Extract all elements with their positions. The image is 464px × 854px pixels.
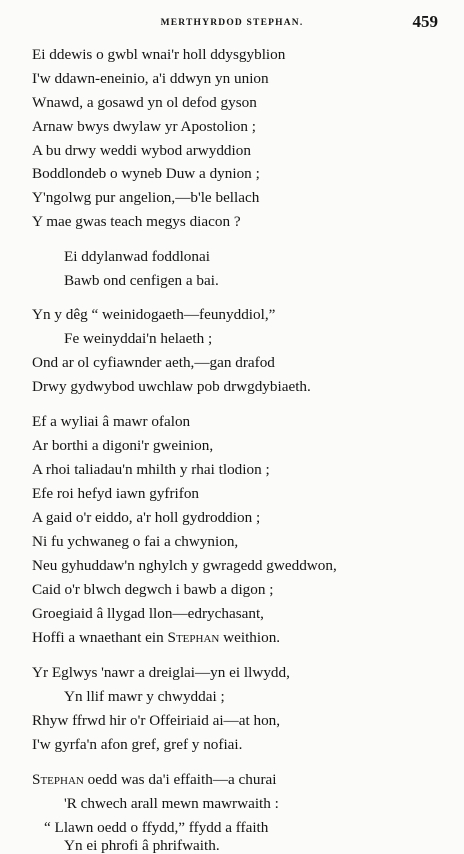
verse-line: Groegiaid â llygad llon—edrychasant, [32, 605, 264, 622]
verse-line: Ef a wyliai â mawr ofalon [32, 413, 191, 430]
name-stephan: Stephan [32, 771, 84, 788]
verse-line: Stephan oedd was da'i effaith—a churai [32, 771, 277, 788]
verse-line: Y'ngolwg pur angelion,—b'le bellach [32, 189, 260, 206]
verse-line: I'w ddawn-eneinio, a'i ddwyn yn union [32, 70, 269, 87]
verse-line: A bu drwy weddi wybod arwyddion [32, 142, 251, 159]
verse-line: Yn ei phrofi â phrifwaith. [64, 837, 220, 854]
page-header [0, 12, 464, 36]
verse-line: Neu gyhuddaw'n nghylch y gwragedd gweddwon, [32, 557, 337, 574]
verse-line: Hoffi a wnaethant ein Stephan weithion. [32, 629, 281, 646]
verse-line: Boddlondeb o wyneb Duw a dynion ; [32, 165, 260, 182]
page-number: 459 [412, 12, 438, 31]
verse-line: Fe weinyddai'n helaeth ; [64, 330, 213, 347]
verse-line: Ei ddylanwad foddlonai [64, 248, 210, 265]
verse-line: Ei ddewis o gwbl wnai'r holl ddysgyblion [32, 46, 286, 63]
verse-line: Efe roi hefyd iawn gyfrifon [32, 485, 200, 502]
verse-line: A gaid o'r eiddo, a'r holl gydroddion ; [32, 509, 261, 526]
verse-line: Ond ar ol cyfiawnder aeth,—gan drafod [32, 354, 275, 371]
verse-line: Arnaw bwys dwylaw yr Apostolion ; [32, 118, 257, 135]
verse-line: Yn y dêg “ weinidogaeth—feunyddiol,” [32, 306, 276, 323]
verse-line: “ Llawn oedd o ffydd,” ffydd a ffaith [44, 819, 269, 836]
verse-line: I'w gyrfa'n afon gref, gref y nofiai. [32, 736, 243, 753]
verse-line: Caid o'r blwch degwch i bawb a digon ; [32, 581, 274, 598]
verse-line: Bawb ond cenfigen a bai. [64, 272, 219, 289]
verse-line: 'R chwech arall mewn mawrwaith : [64, 795, 279, 812]
verse-line: Rhyw ffrwd hir o'r Offeiriaid ai—at hon, [32, 712, 281, 729]
verse-line: A rhoi taliadau'n mhilth y rhai tlodion ; [32, 461, 270, 478]
verse-line: Yr Eglwys 'nawr a dreiglai—yn ei llwydd, [32, 664, 290, 681]
verse-line: Yn llif mawr y chwyddai ; [64, 688, 225, 705]
running-title: MERTHYRDOD STEPHAN. [160, 18, 304, 28]
verse-line: Ni fu ychwaneg o fai a chwynion, [32, 533, 239, 550]
verse-line: Ar borthi a digoni'r gweinion, [32, 437, 214, 454]
verse-line: Wnawd, a gosawd yn ol defod gyson [32, 94, 257, 111]
name-stephan: Stephan [167, 629, 220, 646]
verse-line: Y mae gwas teach megys diacon ? [32, 213, 241, 230]
verse-line: Drwy gydwybod uwchlaw pob drwgdybiaeth. [32, 378, 311, 395]
